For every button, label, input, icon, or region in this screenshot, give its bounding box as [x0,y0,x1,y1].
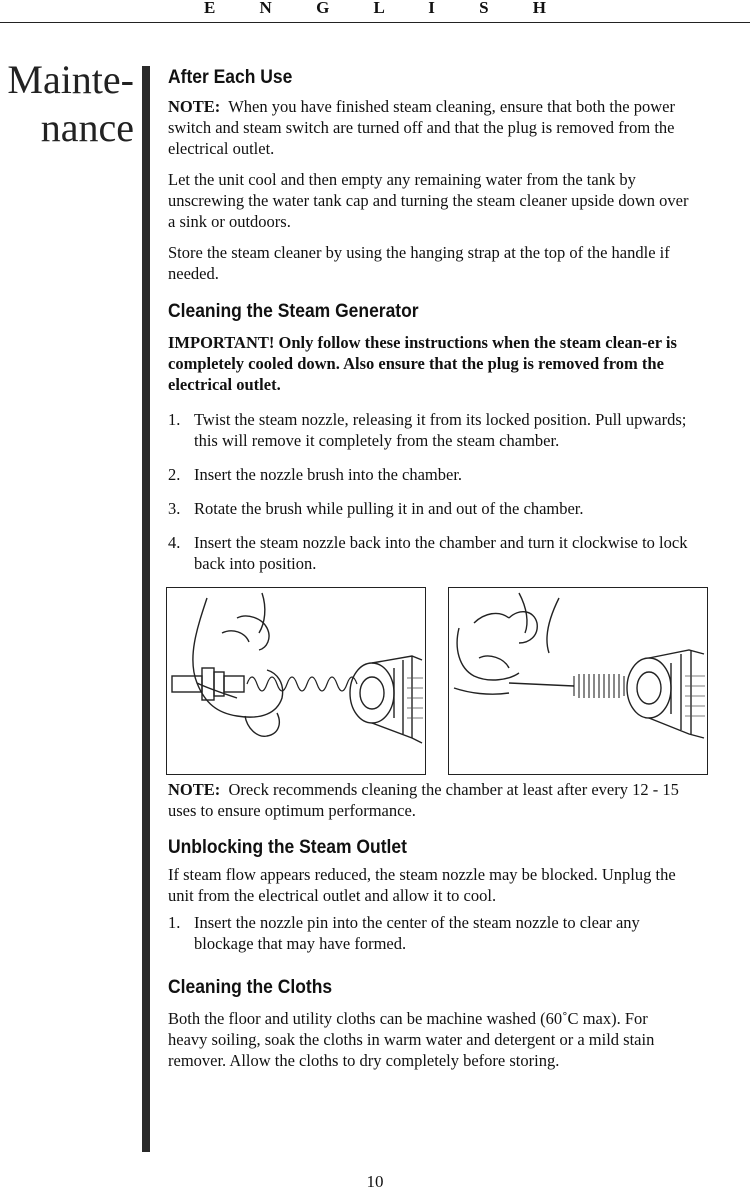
list-item [168,464,690,485]
note-text: Oreck recommends cleaning the chamber at least after every 12 - 15 uses to ensure optimum performance. [168,780,679,820]
generator-steps [168,409,690,574]
paragraph-store: Store the steam cleaner by using the hanging strap at the top of the handle if needed. [168,243,670,283]
note-label: NOTE: [168,97,221,116]
paragraph-unblocking: If steam flow appears reduced, the steam nozzle may be blocked. Unplug the unit from the electrical outlet and allow it to cool. [168,865,676,905]
note-text: When you have finished steam cleaning, ensure that both the power switch and steam switch are turned off and that the plug is removed from the electrical outlet. [168,97,675,158]
list-item [168,409,690,451]
paragraph-cloths: Both the floor and utility cloths can be machine washed (60˚C max). For heavy soiling, soak the cloths in warm water and detergent or a mild stain remover. Allow the cloths to dry completely before storing. [168,1009,655,1070]
main-content [168,64,690,1071]
brush-cleaning-drawing [449,588,707,774]
step-number: 4. [168,533,181,552]
list-item [168,912,690,954]
section-title [0,56,134,152]
list-item [168,498,690,519]
step-text: Rotate the brush while pulling it in and out of the chamber. [194,499,584,518]
section-title-line2: nance [40,105,134,150]
step-text: Insert the nozzle brush into the chamber. [194,465,463,484]
step-number: 3. [168,499,181,518]
illustration-brush-chamber [448,587,708,775]
language-header [0,0,750,23]
step-text: Insert the steam nozzle back into the chamber and turn it clockwise to lock back into position. [194,533,688,573]
step-number: 1. [168,410,181,429]
paragraph-empty-tank: Let the unit cool and then empty any remaining water from the tank by unscrewing the water tank cap and turning the steam cleaner upside down over a sink or outdoors. [168,170,689,231]
note-after-use [168,96,690,159]
language-label: E N G L I S H [203,0,567,17]
heading-cloths: Cleaning the Cloths [168,977,333,998]
heading-unblocking: Unblocking the Steam Outlet [168,837,407,858]
step-text: Insert the nozzle pin into the center of the steam nozzle to clear any blockage that may have formed. [194,913,640,953]
unblocking-steps [168,912,690,954]
important-warning: IMPORTANT! Only follow these instructions when the steam clean-er is completely cooled down. Also ensure that the plug is removed from the electrical outlet. [168,333,677,394]
step-text: Twist the steam nozzle, releasing it from its locked position. Pull upwards; this will remove it completely from the steam chamber. [194,410,687,450]
section-title-line1: Mainte- [7,57,134,102]
heading-cleaning-generator: Cleaning the Steam Generator [168,301,419,322]
step-number: 2. [168,465,181,484]
page-number: 10 [366,1172,384,1191]
illustration-remove-nozzle [166,587,426,775]
note-cleaning-frequency [168,779,690,821]
step-number: 1. [168,913,181,932]
heading-after-each-use: After Each Use [168,67,293,88]
illustrations [166,587,690,779]
list-item [168,532,690,574]
section-rule [142,66,150,1152]
nozzle-removal-drawing [167,588,425,774]
note-label: NOTE: [168,780,221,799]
